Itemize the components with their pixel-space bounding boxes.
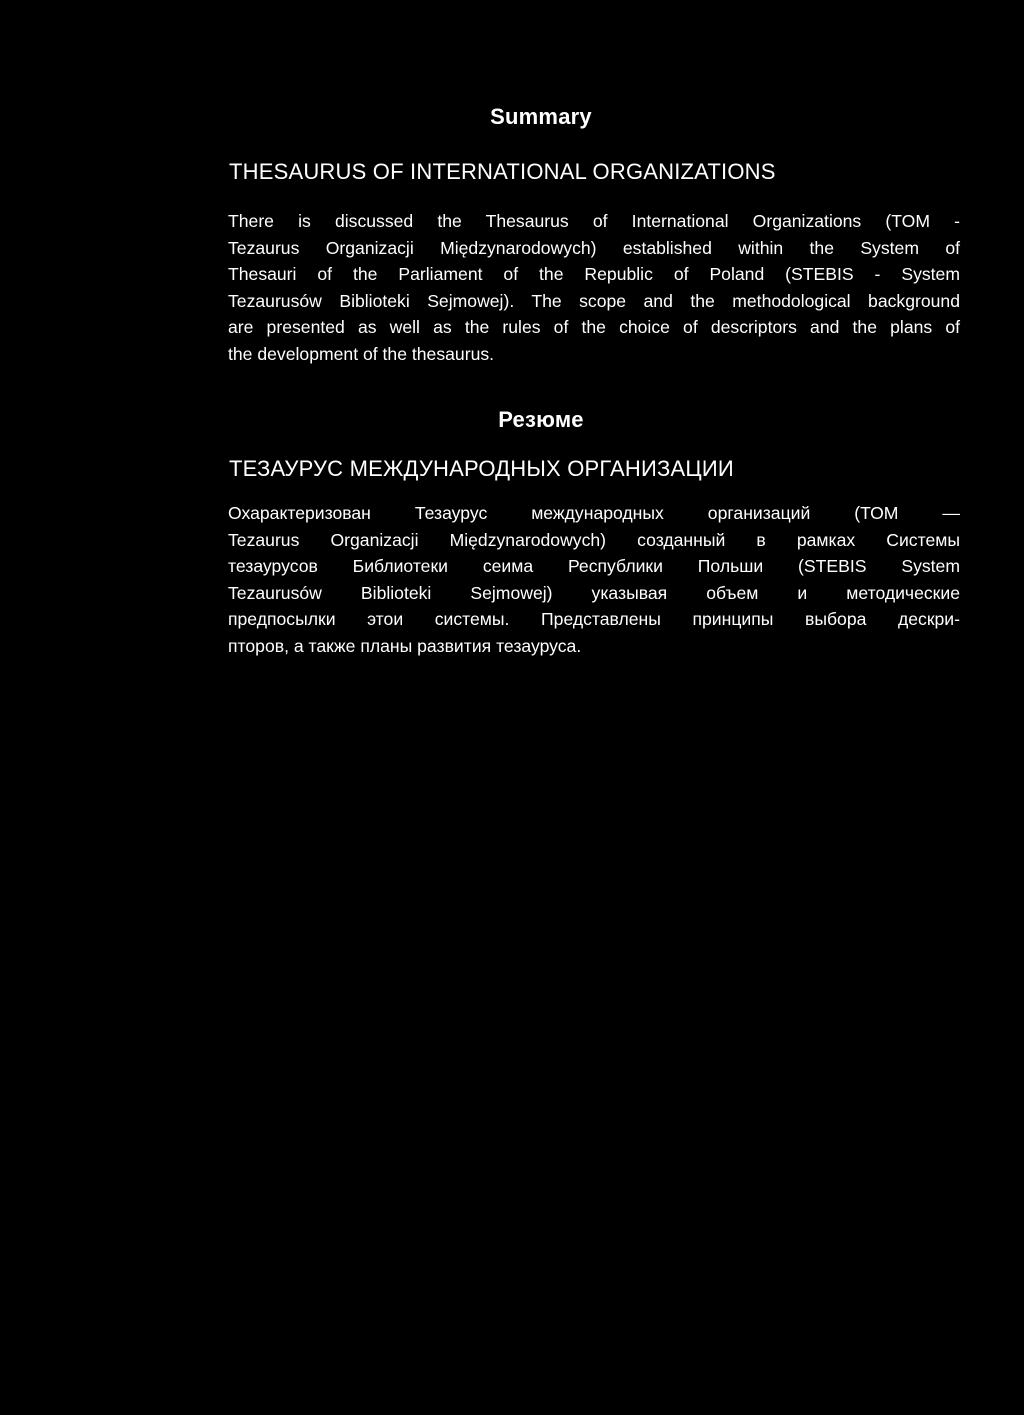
summary-line: Thesauri of the Parliament of the Republic of Poland (STEBIS - System <box>228 264 960 284</box>
summary-line: Tezaurusów Biblioteki Sejmowej). The scope and the methodological background <box>228 290 960 311</box>
summary-line: Tezaurus Organizacji Międzynarodowych) established within the System of <box>228 237 960 258</box>
summary-paragraph <box>228 208 960 367</box>
summary-title: THESAURUS OF INTERNATIONAL ORGANIZATIONS <box>229 159 776 184</box>
resume-line: тезаурусов Библиотеки сеима Республики Польши (STEBIS System <box>228 556 960 576</box>
resume-line: Tezaurus Organizacji Międzynarodowych) созданный в рамках Системы <box>228 529 960 550</box>
resume-line: Tezaurusów Biblioteki Sejmowej) указывая объем и методические <box>228 582 960 603</box>
summary-line: There is discussed the Thesaurus of International Organizations (TOM - <box>228 211 960 231</box>
summary-line: are presented as well as the rules of the choice of descriptors and the plans of <box>228 317 960 337</box>
resume-title: ТЕЗАУРУС МЕЖДУНАРОДНЫХ ОРГАНИЗАЦИИ <box>229 456 734 481</box>
summary-line: the development of the thesaurus. <box>228 343 495 364</box>
resume-line: пторов, а также планы развития тезауруса. <box>228 635 582 656</box>
resume-line: предпосылки этои системы. Представлены принципы выбора дескри- <box>228 609 960 629</box>
summary-heading: Summary <box>490 104 592 129</box>
resume-line: Охарактеризован Тезаурус международных организаций (ТОМ — <box>228 503 960 523</box>
resume-heading: Резюме <box>498 407 584 432</box>
resume-paragraph <box>228 500 960 659</box>
